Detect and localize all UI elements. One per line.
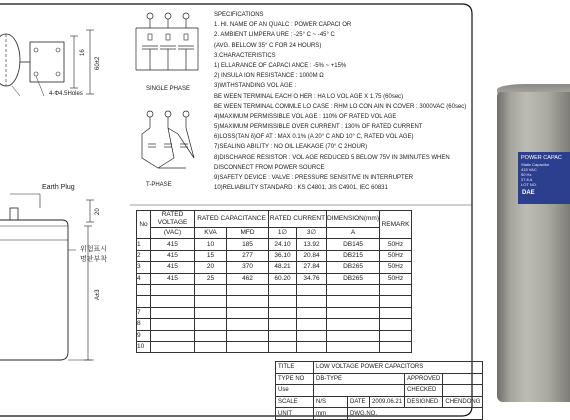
nameplate-line-4: 27.8 A [521, 177, 533, 182]
dim-height: A±3 [95, 289, 101, 300]
table-cell-c3: 27.84 [297, 262, 327, 273]
spec-item: 1. HI. NAME OF AN QUALC : POWER CAPACI OR [214, 22, 352, 29]
table-cell-v [151, 341, 195, 352]
table-cell-c1: 36.10 [269, 250, 297, 261]
table-row [137, 319, 412, 330]
th-phase1: 1∅ [269, 228, 297, 239]
title-block [275, 361, 483, 420]
tb-scale-value: N/S [314, 396, 348, 408]
tb-dwg-label: DWG.NO. [348, 408, 483, 420]
table-cell-c1 [269, 319, 297, 330]
tb-approved-sign [443, 373, 483, 385]
table-cell-dim [327, 284, 380, 295]
table-cell-mfd [227, 296, 269, 307]
spec-item: 7)SEALING ABILITY : NO OIL LEAKAGE (70° C 2HOUR) [214, 144, 368, 151]
tb-use-label: Use [276, 385, 314, 397]
th-no: No [137, 211, 151, 239]
table-cell-no: 7 [137, 307, 151, 318]
table-cell-rem: 50Hz [380, 262, 412, 273]
tb-unit-value: mm [314, 408, 348, 420]
tb-date-label: DATE [348, 396, 370, 408]
spec-item: 6)LOSS(TAN δ)OF AT : MAX 0.1% (A 20° C AND 10° C, RATED VOL AGE) [214, 134, 414, 141]
table-cell-kva [195, 330, 227, 341]
dim-16: 16 [80, 49, 86, 56]
spec-item: 10)RELIABILITY STANDARD : KS C4801, JIS C4901, IEC 60831 [214, 185, 388, 192]
table-cell-v: 415 [151, 273, 195, 284]
table-cell-c3: 20.84 [297, 250, 327, 261]
table-cell-v: 415 [151, 262, 195, 273]
table-cell-v [151, 319, 195, 330]
spec-item: BE WEEN TERMINAL EACH O HER : HA LO VOL AGE X 1.75 (60sec) [214, 93, 404, 100]
table-cell-no: 3 [137, 262, 151, 273]
table-cell-kva [195, 307, 227, 318]
tb-title-label: TITLE [276, 362, 314, 374]
table-cell-no: 1 [137, 239, 151, 250]
th-dim-a: A [327, 228, 380, 239]
table-cell-no: 10 [137, 341, 151, 352]
table-cell-no: 9 [137, 330, 151, 341]
table-cell-mfd: 370 [227, 262, 269, 273]
table-cell-c3: 13.92 [297, 239, 327, 250]
nameplate-label: 명판부착 [80, 256, 108, 263]
table-cell-rem [380, 307, 412, 318]
capacitor-photo [497, 92, 570, 402]
table-cell-mfd: 277 [227, 250, 269, 261]
table-cell-no [137, 296, 151, 307]
table-row [137, 341, 412, 352]
table-cell-dim [327, 319, 380, 330]
earth-plug-label: Earth Plug [42, 184, 75, 191]
table-cell-dim: DB215 [327, 250, 380, 261]
table-cell-v [151, 296, 195, 307]
table-cell-c3 [297, 330, 327, 341]
table-cell-mfd: 185 [227, 239, 269, 250]
table-cell-v [151, 330, 195, 341]
tb-unit-label: UNIT [276, 408, 314, 420]
table-cell-dim [327, 296, 380, 307]
table-cell-c1 [269, 307, 297, 318]
table-cell-c3: 34.76 [297, 273, 327, 284]
specifications-block [214, 12, 470, 192]
table-cell-kva [195, 284, 227, 295]
ratings-table [136, 210, 412, 353]
table-cell-v: 415 [151, 239, 195, 250]
table-cell-mfd [227, 330, 269, 341]
single-phase-label: SINGLE PHASE [146, 86, 191, 92]
nameplate-title: POWER CAPAC [521, 155, 562, 161]
spec-item: 2) INSULA ION RESISTANCE : 1000M Ω [214, 73, 324, 80]
table-cell-rem [380, 341, 412, 352]
table-row [137, 250, 412, 261]
table-cell-kva [195, 319, 227, 330]
table-cell-c1: 48.21 [269, 262, 297, 273]
table-cell-dim: DB145 [327, 239, 380, 250]
th-phase3: 3∅ [297, 228, 327, 239]
spec-list [214, 22, 470, 192]
dim-60: 60±2 [95, 56, 101, 70]
spec-item: 1) ELLARANCE OF CAPACI ANCE : -5% ~ +15% [214, 62, 347, 69]
table-cell-mfd [227, 319, 269, 330]
table-cell-c3 [297, 307, 327, 318]
table-row [137, 284, 412, 295]
tb-title-value: LOW VOLTAGE POWER CAPACITORS [314, 362, 483, 374]
table-cell-c3 [297, 296, 327, 307]
table-cell-c3 [297, 319, 327, 330]
tb-scale-label: SCALE [276, 396, 314, 408]
table-row [137, 262, 412, 273]
th-mfd: MFD [227, 228, 269, 239]
spec-item: DISCONNECT FROM POWER SOURCE [214, 164, 325, 171]
spec-heading: SPECIFICATIONS [214, 12, 264, 18]
table-cell-rem: 50Hz [380, 250, 412, 261]
spec-item: BE WEEN TERMINAL COMMLE LO CASE : RHM LO CON AIN IN COVER : 3000VAC (60sec) [214, 103, 467, 110]
table-cell-mfd [227, 284, 269, 295]
three-phase-label: T-PHASE [146, 182, 172, 188]
spec-item: 2. AMBIENT LIMPERA URE : -25° C ~ -45° C [214, 32, 335, 39]
table-cell-c1: 24.10 [269, 239, 297, 250]
table-row [137, 307, 412, 318]
th-vac: (VAC) [151, 228, 195, 239]
table-cell-mfd [227, 341, 269, 352]
tb-use-value [314, 385, 405, 397]
table-cell-v: 415 [151, 250, 195, 261]
table-cell-kva: 20 [195, 262, 227, 273]
table-cell-kva: 10 [195, 239, 227, 250]
table-row [137, 239, 412, 250]
th-rated-current: RATED CURRENT [269, 211, 327, 228]
table-cell-rem: 50Hz [380, 273, 412, 284]
th-remark: REMARK [380, 211, 412, 239]
table-cell-kva [195, 296, 227, 307]
spec-item: 3)WITHSTANDING VOL AGE : [214, 83, 297, 90]
table-cell-c1 [269, 341, 297, 352]
table-cell-no [137, 284, 151, 295]
spec-item: 8)DISCHARGE RESISTOR : VOL AGE REDUCED 5 BELOW 75V IN 3MINUTES WHEN [214, 154, 450, 161]
table-cell-kva [195, 341, 227, 352]
table-row [137, 273, 412, 284]
table-cell-c1 [269, 284, 297, 295]
table-cell-dim [327, 330, 380, 341]
th-dimension: DIMENSION(mm) [327, 211, 380, 228]
holes-note: 4-Φ4.5Holes [49, 91, 83, 97]
nameplate-brand: DAE [522, 190, 535, 196]
table-cell-dim [327, 307, 380, 318]
nameplate-line-2: 415 VAC [521, 167, 537, 172]
table-cell-no: 2 [137, 250, 151, 261]
dim-20: 20 [95, 208, 101, 215]
spec-item: 5)MAXIMUM PERMISSIBLE OVER CURRENT : 130% OF RATED CURRENT [214, 124, 423, 131]
capacitor-nameplate [518, 152, 570, 204]
nameplate-line-3: 50 Hz [521, 172, 532, 177]
table-cell-c1 [269, 330, 297, 341]
th-rated-capacitance: RATED CAPACITANCE [195, 211, 269, 228]
table-cell-no: 4 [137, 273, 151, 284]
table-cell-no: 8 [137, 319, 151, 330]
warning-label: 위험표시 [80, 246, 108, 253]
spec-item: 9)SAFETY DEVICE : VALVE : PRESSURE SENSITIVE IN INTERRUPTER [214, 175, 414, 181]
table-cell-mfd [227, 307, 269, 318]
table-row [137, 296, 412, 307]
table-cell-rem [380, 284, 412, 295]
table-cell-dim: DB265 [327, 262, 380, 273]
tb-designer: CHENDONG [443, 396, 483, 408]
tb-approved: APPROVED [405, 373, 443, 385]
spec-item: 3.CHARACTERISTICS [214, 52, 276, 59]
capacitor-outline-drawing [0, 0, 130, 400]
table-cell-kva: 25 [195, 273, 227, 284]
spec-item: (AVG. BELLOW 35° C FOR 24 HOURS) [214, 42, 322, 49]
nameplate-line-5: LOT NO. [521, 182, 537, 187]
nameplate-line-1: Static Capacitor [521, 162, 550, 167]
table-cell-c3 [297, 341, 327, 352]
tb-checked: CHECKED [405, 385, 443, 397]
table-cell-c3 [297, 284, 327, 295]
table-cell-c1 [269, 296, 297, 307]
table-cell-rem: 50Hz [380, 239, 412, 250]
tb-date-value: 2009.06.21 [370, 396, 405, 408]
table-cell-dim [327, 341, 380, 352]
table-cell-v [151, 307, 195, 318]
table-cell-rem [380, 319, 412, 330]
tb-type-label: TYPE NO [276, 373, 314, 385]
wiring-diagrams [128, 8, 208, 188]
th-rated-voltage: RATED VOLTAGE [151, 211, 195, 228]
table-row [137, 330, 412, 341]
table-cell-kva: 15 [195, 250, 227, 261]
th-kva: KVA [195, 228, 227, 239]
table-cell-dim: DB265 [327, 273, 380, 284]
table-cell-rem [380, 296, 412, 307]
table-cell-v [151, 284, 195, 295]
tb-type-value: DB-TYPE [314, 373, 405, 385]
table-cell-mfd: 462 [227, 273, 269, 284]
table-cell-rem [380, 330, 412, 341]
table-cell-c1: 60.20 [269, 273, 297, 284]
tb-checked-sign [443, 385, 483, 397]
tb-designed: DESIGNED [405, 396, 443, 408]
spec-item: 4)MAXIMUM PERMISSIBLE VOL AGE : 110% OF RATED VOL AGE [214, 113, 397, 120]
